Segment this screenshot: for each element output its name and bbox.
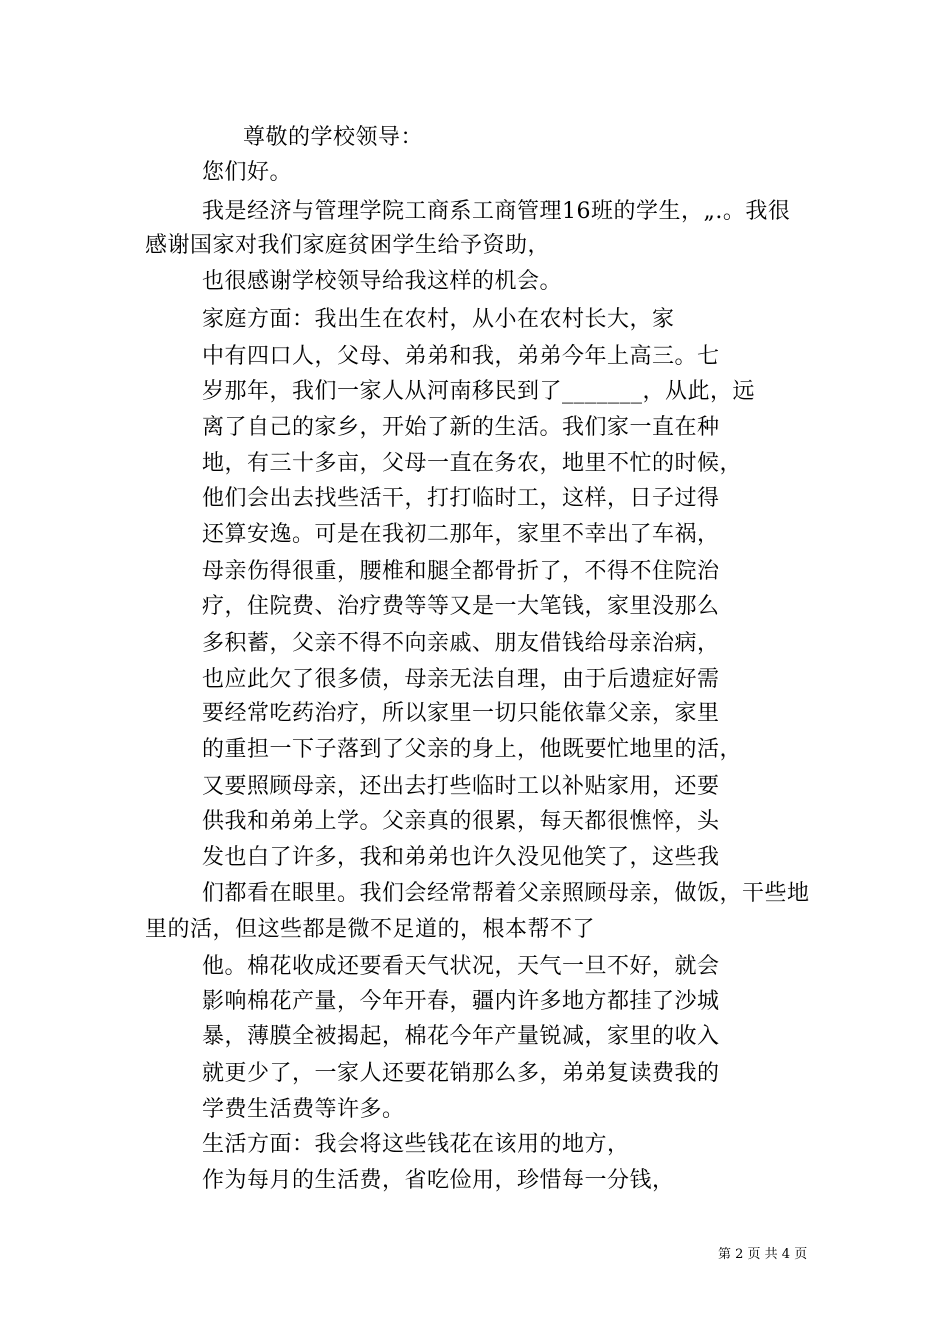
body-line: 感谢国家对我们家庭贫困学生给予资助， bbox=[145, 233, 551, 258]
body-line: 就更少了，一家人还要花销那么多，弟弟复读费我的 bbox=[202, 1061, 720, 1086]
body-line: 多积蓄，父亲不得不向亲戚、朋友借钱给母亲治病， bbox=[202, 631, 720, 656]
body-line: 又要照顾母亲，还出去打些临时工以补贴家用，还要 bbox=[202, 774, 720, 799]
body-line: 们都看在眼里。我们会经常帮着父亲照顾母亲，做饭，干些地 bbox=[202, 881, 810, 906]
body-line: 学费生活费等许多。 bbox=[202, 1097, 405, 1122]
body-line: 也很感谢学校领导给我这样的机会。 bbox=[202, 269, 563, 294]
body-line: 家庭方面：我出生在农村，从小在农村长大，家 bbox=[202, 307, 675, 332]
body-line: 作为每月的生活费，省吃俭用，珍惜每一分钱， bbox=[202, 1168, 675, 1193]
greeting: 您们好。 bbox=[202, 160, 293, 185]
body-line: 我是经济与管理学院工商系工商管理16班的学生，„.。我很 bbox=[202, 199, 791, 224]
body-line: 要经常吃药治疗，所以家里一切只能依靠父亲，家里 bbox=[202, 701, 720, 726]
body-line: 影响棉花产量，今年开春，疆内许多地方都挂了沙城 bbox=[202, 989, 720, 1014]
body-line: 母亲伤得很重，腰椎和腿全都骨折了，不得不住院治 bbox=[202, 559, 720, 584]
body-line: 里的活，但这些都是微不足道的，根本帮不了 bbox=[145, 917, 596, 942]
body-line: 也应此欠了很多债，母亲无法自理，由于后遗症好需 bbox=[202, 667, 720, 692]
body-line: 地，有三十多亩，父母一直在务农，地里不忙的时候， bbox=[202, 451, 743, 476]
body-line: 岁那年，我们一家人从河南移民到了_______，从此，远 bbox=[202, 379, 756, 404]
page-number-footer: 第 2 页 共 4 页 bbox=[718, 1247, 808, 1262]
body-line: 疗，住院费、治疗费等等又是一大笔钱，家里没那么 bbox=[202, 594, 720, 619]
body-line: 他。棉花收成还要看天气状况，天气一旦不好，就会 bbox=[202, 954, 720, 979]
salutation: 尊敬的学校领导： bbox=[243, 125, 424, 150]
body-line: 离了自己的家乡，开始了新的生活。我们家一直在种 bbox=[202, 415, 720, 440]
body-line: 中有四口人，父母、弟弟和我，弟弟今年上高三。七 bbox=[202, 344, 720, 369]
body-line: 他们会出去找些活干，打打临时工，这样，日子过得 bbox=[202, 486, 720, 511]
body-line: 的重担一下子落到了父亲的身上，他既要忙地里的活， bbox=[202, 737, 743, 762]
body-line: 暴，薄膜全被揭起，棉花今年产量锐减，家里的收入 bbox=[202, 1024, 720, 1049]
body-line: 发也白了许多，我和弟弟也许久没见他笑了，这些我 bbox=[202, 845, 720, 870]
body-line: 还算安逸。可是在我初二那年，家里不幸出了车祸， bbox=[202, 522, 720, 547]
body-line: 供我和弟弟上学。父亲真的很累，每天都很憔悴，头 bbox=[202, 809, 720, 834]
body-line: 生活方面：我会将这些钱花在该用的地方， bbox=[202, 1132, 630, 1157]
